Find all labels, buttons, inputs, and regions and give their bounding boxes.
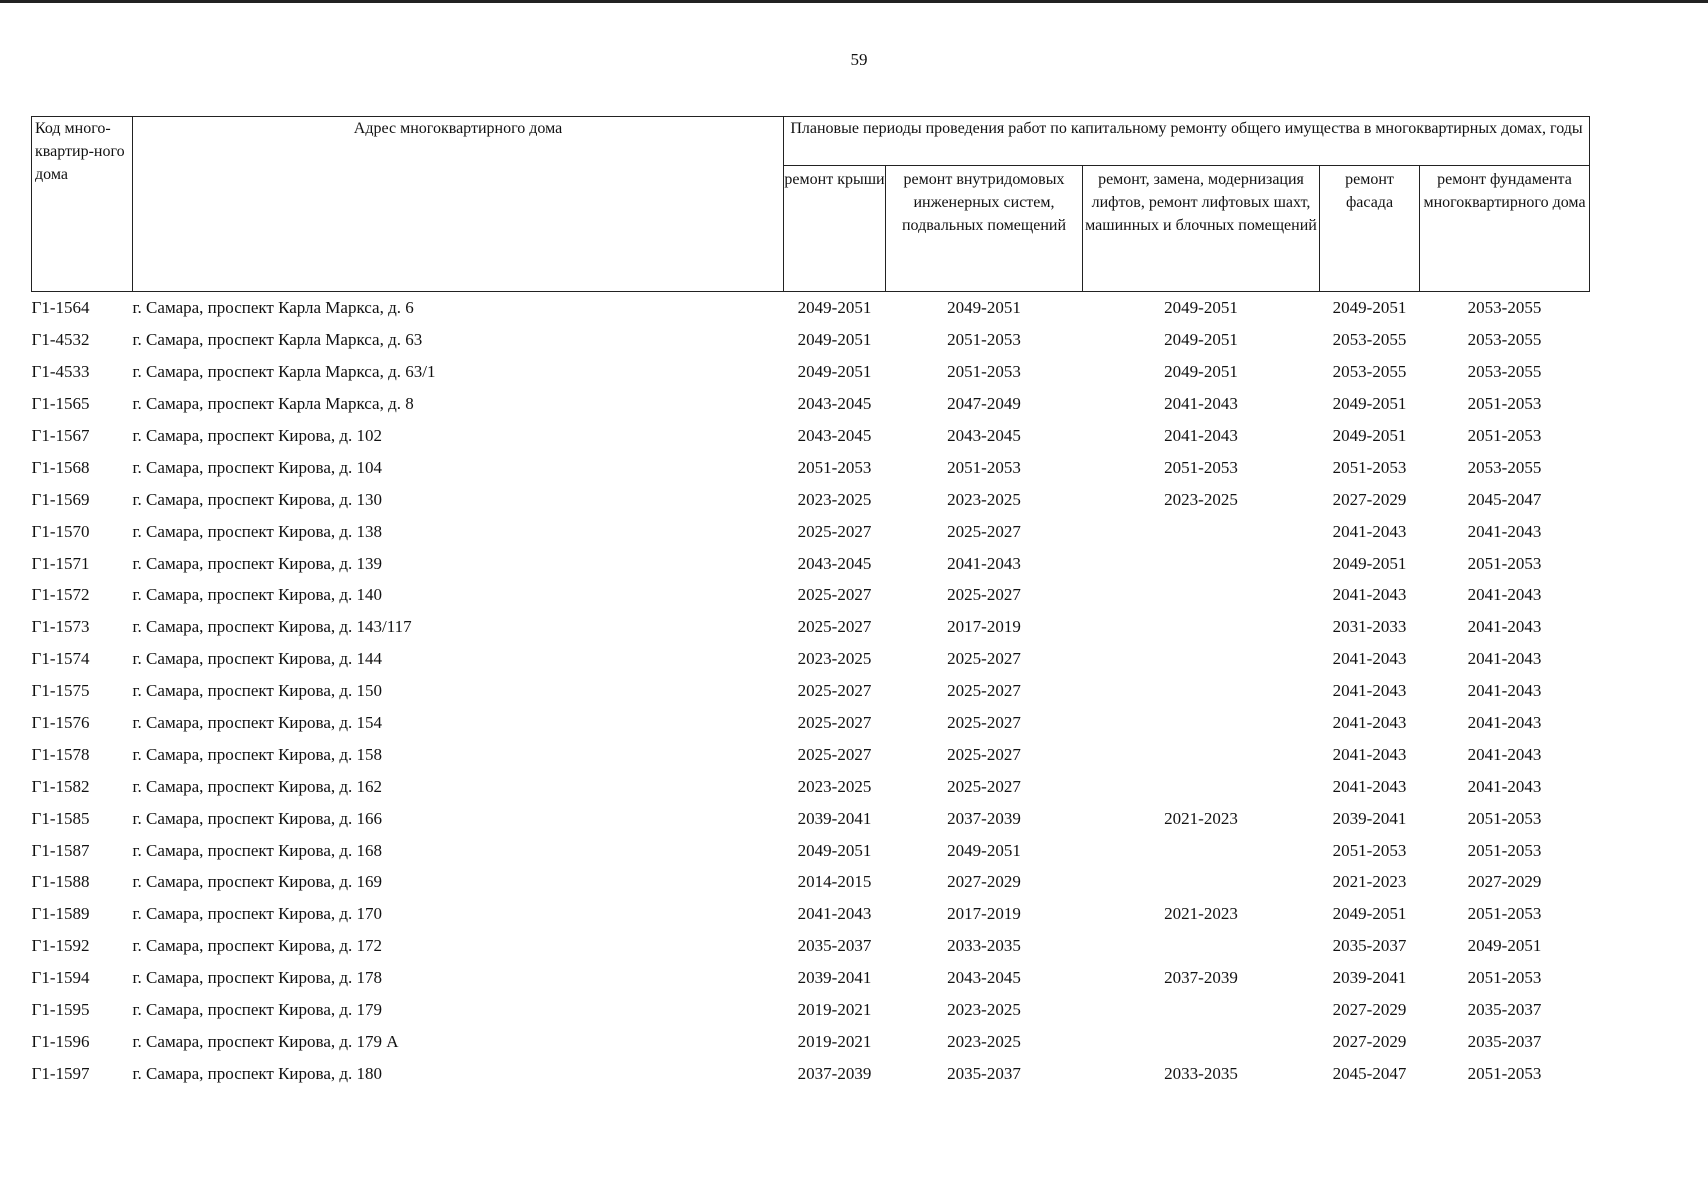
engineering-cell: 2035-2037 (947, 1063, 1021, 1083)
foundation-cell: 2035-2037 (1467, 1000, 1542, 1020)
table-row (32, 898, 1590, 930)
table-row (32, 643, 1590, 675)
engineering-cell: 2017-2019 (947, 617, 1021, 637)
elevators-cell (1083, 611, 1320, 643)
foundation-cell: 2051-2053 (1467, 394, 1542, 414)
code-cell: Г1-1596 (31, 1031, 90, 1051)
table-row (32, 483, 1590, 515)
header-address: Адрес многоквартирного дома (133, 117, 784, 292)
address-cell: г. Самара, проспект Кирова, д. 179 А (132, 1031, 399, 1051)
elevators-cell (1083, 579, 1320, 611)
table-row (32, 292, 1590, 324)
table-row (32, 802, 1590, 834)
address-cell: г. Самара, проспект Кирова, д. 144 (132, 649, 383, 669)
roof-cell: 2025-2027 (797, 744, 872, 764)
address-cell: г. Самара, проспект Кирова, д. 179 (132, 1000, 383, 1020)
table-row (32, 388, 1590, 420)
address-cell: г. Самара, проспект Кирова, д. 178 (132, 968, 383, 988)
elevators-cell (1083, 515, 1320, 547)
facade-cell: 2027-2029 (1332, 1031, 1407, 1051)
engineering-cell: 2025-2027 (947, 713, 1021, 733)
engineering-cell: 2047-2049 (947, 394, 1021, 414)
facade-cell: 2049-2051 (1332, 394, 1407, 414)
code-cell: Г1-1570 (31, 521, 90, 541)
engineering-cell: 2051-2053 (947, 330, 1021, 350)
address-cell: г. Самара, проспект Кирова, д. 162 (132, 776, 383, 796)
engineering-cell: 2043-2045 (947, 968, 1021, 988)
code-cell: Г1-1585 (31, 808, 90, 828)
engineering-cell: 2041-2043 (947, 553, 1021, 573)
foundation-cell: 2051-2053 (1467, 840, 1542, 860)
top-border-line (0, 0, 1708, 3)
code-cell: Г1-1589 (31, 904, 90, 924)
engineering-cell: 2025-2027 (947, 776, 1021, 796)
table-row (32, 579, 1590, 611)
code-cell: Г1-1575 (31, 681, 90, 701)
table-row (32, 1057, 1590, 1089)
roof-cell: 2023-2025 (797, 776, 872, 796)
elevators-cell (1083, 738, 1320, 770)
engineering-cell: 2023-2025 (947, 1000, 1021, 1020)
engineering-cell: 2037-2039 (947, 808, 1021, 828)
facade-cell: 2049-2051 (1332, 553, 1407, 573)
engineering-cell: 2051-2053 (947, 362, 1021, 382)
foundation-cell: 2041-2043 (1467, 744, 1542, 764)
roof-cell: 2025-2027 (797, 681, 872, 701)
table-row (32, 675, 1590, 707)
roof-cell: 2041-2043 (797, 904, 872, 924)
elevators-cell (1083, 770, 1320, 802)
elevators-cell (1083, 643, 1320, 675)
capital-repair-table (31, 116, 1590, 1089)
roof-cell: 2051-2053 (797, 457, 872, 477)
elevators-cell (1083, 866, 1320, 898)
facade-cell: 2027-2029 (1332, 1000, 1407, 1020)
facade-cell: 2035-2037 (1332, 936, 1407, 956)
roof-cell: 2037-2039 (797, 1063, 872, 1083)
elevators-cell: 2049-2051 (1164, 298, 1238, 318)
roof-cell: 2035-2037 (797, 936, 872, 956)
foundation-cell: 2051-2053 (1467, 968, 1542, 988)
foundation-cell: 2053-2055 (1467, 298, 1542, 318)
roof-cell: 2043-2045 (797, 553, 872, 573)
table-row (32, 1025, 1590, 1057)
facade-cell: 2031-2033 (1332, 617, 1407, 637)
roof-cell: 2025-2027 (797, 713, 872, 733)
engineering-cell: 2027-2029 (947, 872, 1021, 892)
foundation-cell: 2041-2043 (1467, 776, 1542, 796)
address-cell: г. Самара, проспект Кирова, д. 158 (132, 744, 383, 764)
code-cell: Г1-1578 (31, 744, 90, 764)
engineering-cell: 2025-2027 (947, 649, 1021, 669)
facade-cell: 2041-2043 (1332, 713, 1407, 733)
header-engineering: ремонт внутридомовых инженерных систем, подвальных помещений (886, 166, 1083, 292)
code-cell: Г1-1567 (31, 426, 90, 445)
table-row (32, 324, 1590, 356)
header-foundation: ремонт фундамента многоквартирного дома (1420, 166, 1590, 292)
table-row (32, 451, 1590, 483)
foundation-cell: 2051-2053 (1467, 904, 1542, 924)
roof-cell: 2043-2045 (797, 394, 872, 414)
facade-cell: 2021-2023 (1332, 872, 1407, 892)
foundation-cell: 2041-2043 (1467, 649, 1542, 669)
roof-cell: 2019-2021 (797, 1031, 872, 1051)
foundation-cell: 2053-2055 (1467, 330, 1542, 350)
facade-cell: 2049-2051 (1332, 298, 1407, 318)
roof-cell: 2025-2027 (797, 521, 872, 541)
roof-cell: 2043-2045 (797, 426, 872, 445)
engineering-cell: 2051-2053 (947, 457, 1021, 477)
header-facade: ремонт фасада (1320, 166, 1420, 292)
roof-cell: 2039-2041 (797, 808, 872, 828)
foundation-cell: 2041-2043 (1467, 681, 1542, 701)
address-cell: г. Самара, проспект Кирова, д. 139 (132, 553, 383, 573)
roof-cell: 2023-2025 (797, 649, 872, 669)
engineering-cell: 2025-2027 (947, 521, 1021, 541)
elevators-cell: 2041-2043 (1164, 394, 1238, 414)
foundation-cell: 2035-2037 (1467, 1031, 1542, 1051)
code-cell: Г1-1597 (31, 1063, 90, 1083)
facade-cell: 2053-2055 (1332, 362, 1407, 382)
code-cell: Г1-1565 (31, 394, 90, 414)
roof-cell: 2019-2021 (797, 1000, 872, 1020)
address-cell: г. Самара, проспект Кирова, д. 102 (132, 426, 383, 445)
engineering-cell: 2017-2019 (947, 904, 1021, 924)
elevators-cell (1083, 547, 1320, 579)
elevators-cell: 2021-2023 (1164, 904, 1238, 924)
elevators-cell (1083, 675, 1320, 707)
elevators-cell: 2051-2053 (1164, 457, 1238, 477)
address-cell: г. Самара, проспект Кирова, д. 138 (132, 521, 383, 541)
foundation-cell: 2041-2043 (1467, 713, 1542, 733)
engineering-cell: 2025-2027 (947, 681, 1021, 701)
foundation-cell: 2041-2043 (1467, 585, 1542, 605)
engineering-cell: 2023-2025 (947, 1031, 1021, 1051)
header-periods: Плановые периоды проведения работ по капитальному ремонту общего имущества в многоквартирных домах, годы (784, 117, 1590, 166)
address-cell: г. Самара, проспект Кирова, д. 166 (132, 808, 383, 828)
foundation-cell: 2051-2053 (1467, 553, 1542, 573)
foundation-cell: 2051-2053 (1467, 1063, 1542, 1083)
table-row (32, 770, 1590, 802)
address-cell: г. Самара, проспект Карла Маркса, д. 63 (132, 330, 423, 350)
facade-cell: 2051-2053 (1332, 840, 1407, 860)
code-cell: Г1-1574 (31, 649, 90, 669)
table-row (32, 994, 1590, 1026)
code-cell: Г1-1569 (31, 489, 90, 509)
roof-cell: 2025-2027 (797, 585, 872, 605)
code-cell: Г1-4533 (31, 362, 90, 382)
elevators-cell: 2037-2039 (1164, 968, 1238, 988)
roof-cell: 2039-2041 (797, 968, 872, 988)
page-number: 59 (850, 50, 868, 69)
facade-cell: 2039-2041 (1332, 968, 1407, 988)
engineering-cell: 2049-2051 (947, 840, 1021, 860)
elevators-cell (1083, 994, 1320, 1026)
address-cell: г. Самара, проспект Кирова, д. 154 (132, 713, 383, 733)
table-row (32, 515, 1590, 547)
code-cell: Г1-1588 (31, 872, 90, 892)
roof-cell: 2049-2051 (797, 840, 872, 860)
header-code: Код много-квартир-ного дома (32, 117, 133, 292)
elevators-cell: 2023-2025 (1164, 489, 1238, 509)
engineering-cell: 2023-2025 (947, 489, 1021, 509)
header-roof: ремонт крыши (784, 166, 886, 292)
facade-cell: 2041-2043 (1332, 776, 1407, 796)
elevators-cell (1083, 707, 1320, 739)
code-cell: Г1-1568 (31, 457, 90, 477)
facade-cell: 2051-2053 (1332, 457, 1407, 477)
address-cell: г. Самара, проспект Кирова, д. 172 (132, 936, 383, 956)
address-cell: г. Самара, проспект Кирова, д. 169 (132, 872, 383, 892)
foundation-cell: 2053-2055 (1467, 457, 1542, 477)
code-cell: Г1-1582 (31, 776, 90, 796)
foundation-cell: 2041-2043 (1467, 617, 1542, 637)
foundation-cell: 2051-2053 (1467, 808, 1542, 828)
address-cell: г. Самара, проспект Кирова, д. 168 (132, 840, 383, 860)
table-header (32, 117, 1590, 292)
facade-cell: 2041-2043 (1332, 744, 1407, 764)
elevators-cell: 2041-2043 (1164, 426, 1238, 445)
code-cell: Г1-1592 (31, 936, 90, 956)
header-elevators: ремонт, замена, модернизация лифтов, ремонт лифтовых шахт, машинных и блочных помещений (1083, 166, 1320, 292)
engineering-cell: 2025-2027 (947, 744, 1021, 764)
elevators-cell: 2049-2051 (1164, 362, 1238, 382)
table-row (32, 962, 1590, 994)
engineering-cell: 2043-2045 (947, 426, 1021, 445)
engineering-cell: 2049-2051 (947, 298, 1021, 318)
elevators-cell (1083, 1025, 1320, 1057)
address-cell: г. Самара, проспект Кирова, д. 180 (132, 1063, 383, 1083)
table-row (32, 547, 1590, 579)
table-row (32, 866, 1590, 898)
foundation-cell: 2045-2047 (1467, 489, 1542, 509)
engineering-cell: 2025-2027 (947, 585, 1021, 605)
facade-cell: 2041-2043 (1332, 681, 1407, 701)
elevators-cell: 2033-2035 (1164, 1063, 1238, 1083)
code-cell: Г1-1573 (31, 617, 90, 637)
table-body (32, 292, 1590, 1090)
facade-cell: 2041-2043 (1332, 521, 1407, 541)
roof-cell: 2014-2015 (797, 872, 872, 892)
facade-cell: 2045-2047 (1332, 1063, 1407, 1083)
table-row (32, 834, 1590, 866)
facade-cell: 2039-2041 (1332, 808, 1407, 828)
facade-cell: 2041-2043 (1332, 585, 1407, 605)
facade-cell: 2041-2043 (1332, 649, 1407, 669)
address-cell: г. Самара, проспект Кирова, д. 170 (132, 904, 383, 924)
facade-cell: 2027-2029 (1332, 489, 1407, 509)
table-row (32, 420, 1590, 452)
address-cell: г. Самара, проспект Карла Маркса, д. 63/1 (132, 362, 436, 382)
foundation-cell: 2051-2053 (1467, 426, 1542, 445)
address-cell: г. Самара, проспект Кирова, д. 140 (132, 585, 383, 605)
table-row (32, 738, 1590, 770)
address-cell: г. Самара, проспект Кирова, д. 104 (132, 457, 383, 477)
roof-cell: 2049-2051 (797, 330, 872, 350)
code-cell: Г1-1587 (31, 840, 90, 860)
address-cell: г. Самара, проспект Кирова, д. 150 (132, 681, 383, 701)
table-row (32, 611, 1590, 643)
facade-cell: 2049-2051 (1332, 904, 1407, 924)
roof-cell: 2023-2025 (797, 489, 872, 509)
table-row (32, 707, 1590, 739)
facade-cell: 2053-2055 (1332, 330, 1407, 350)
roof-cell: 2049-2051 (797, 362, 872, 382)
foundation-cell: 2027-2029 (1467, 872, 1542, 892)
elevators-cell (1083, 930, 1320, 962)
foundation-cell: 2041-2043 (1467, 521, 1542, 541)
address-cell: г. Самара, проспект Карла Маркса, д. 6 (132, 298, 414, 318)
code-cell: Г1-1595 (31, 1000, 90, 1020)
address-cell: г. Самара, проспект Карла Маркса, д. 8 (132, 394, 414, 414)
engineering-cell: 2033-2035 (947, 936, 1021, 956)
roof-cell: 2049-2051 (797, 298, 872, 318)
code-cell: Г1-1571 (31, 553, 90, 573)
foundation-cell: 2049-2051 (1467, 936, 1542, 956)
code-cell: Г1-1594 (31, 968, 90, 988)
facade-cell: 2049-2051 (1332, 426, 1407, 445)
elevators-cell: 2049-2051 (1164, 330, 1238, 350)
code-cell: Г1-1564 (31, 298, 90, 318)
address-cell: г. Самара, проспект Кирова, д. 130 (132, 489, 383, 509)
elevators-cell: 2021-2023 (1164, 808, 1238, 828)
code-cell: Г1-4532 (31, 330, 90, 350)
address-cell: г. Самара, проспект Кирова, д. 143/117 (132, 617, 412, 637)
foundation-cell: 2053-2055 (1467, 362, 1542, 382)
roof-cell: 2025-2027 (797, 617, 872, 637)
table-row (32, 356, 1590, 388)
elevators-cell (1083, 834, 1320, 866)
code-cell: Г1-1572 (31, 585, 90, 605)
table-row (32, 930, 1590, 962)
code-cell: Г1-1576 (31, 713, 90, 733)
